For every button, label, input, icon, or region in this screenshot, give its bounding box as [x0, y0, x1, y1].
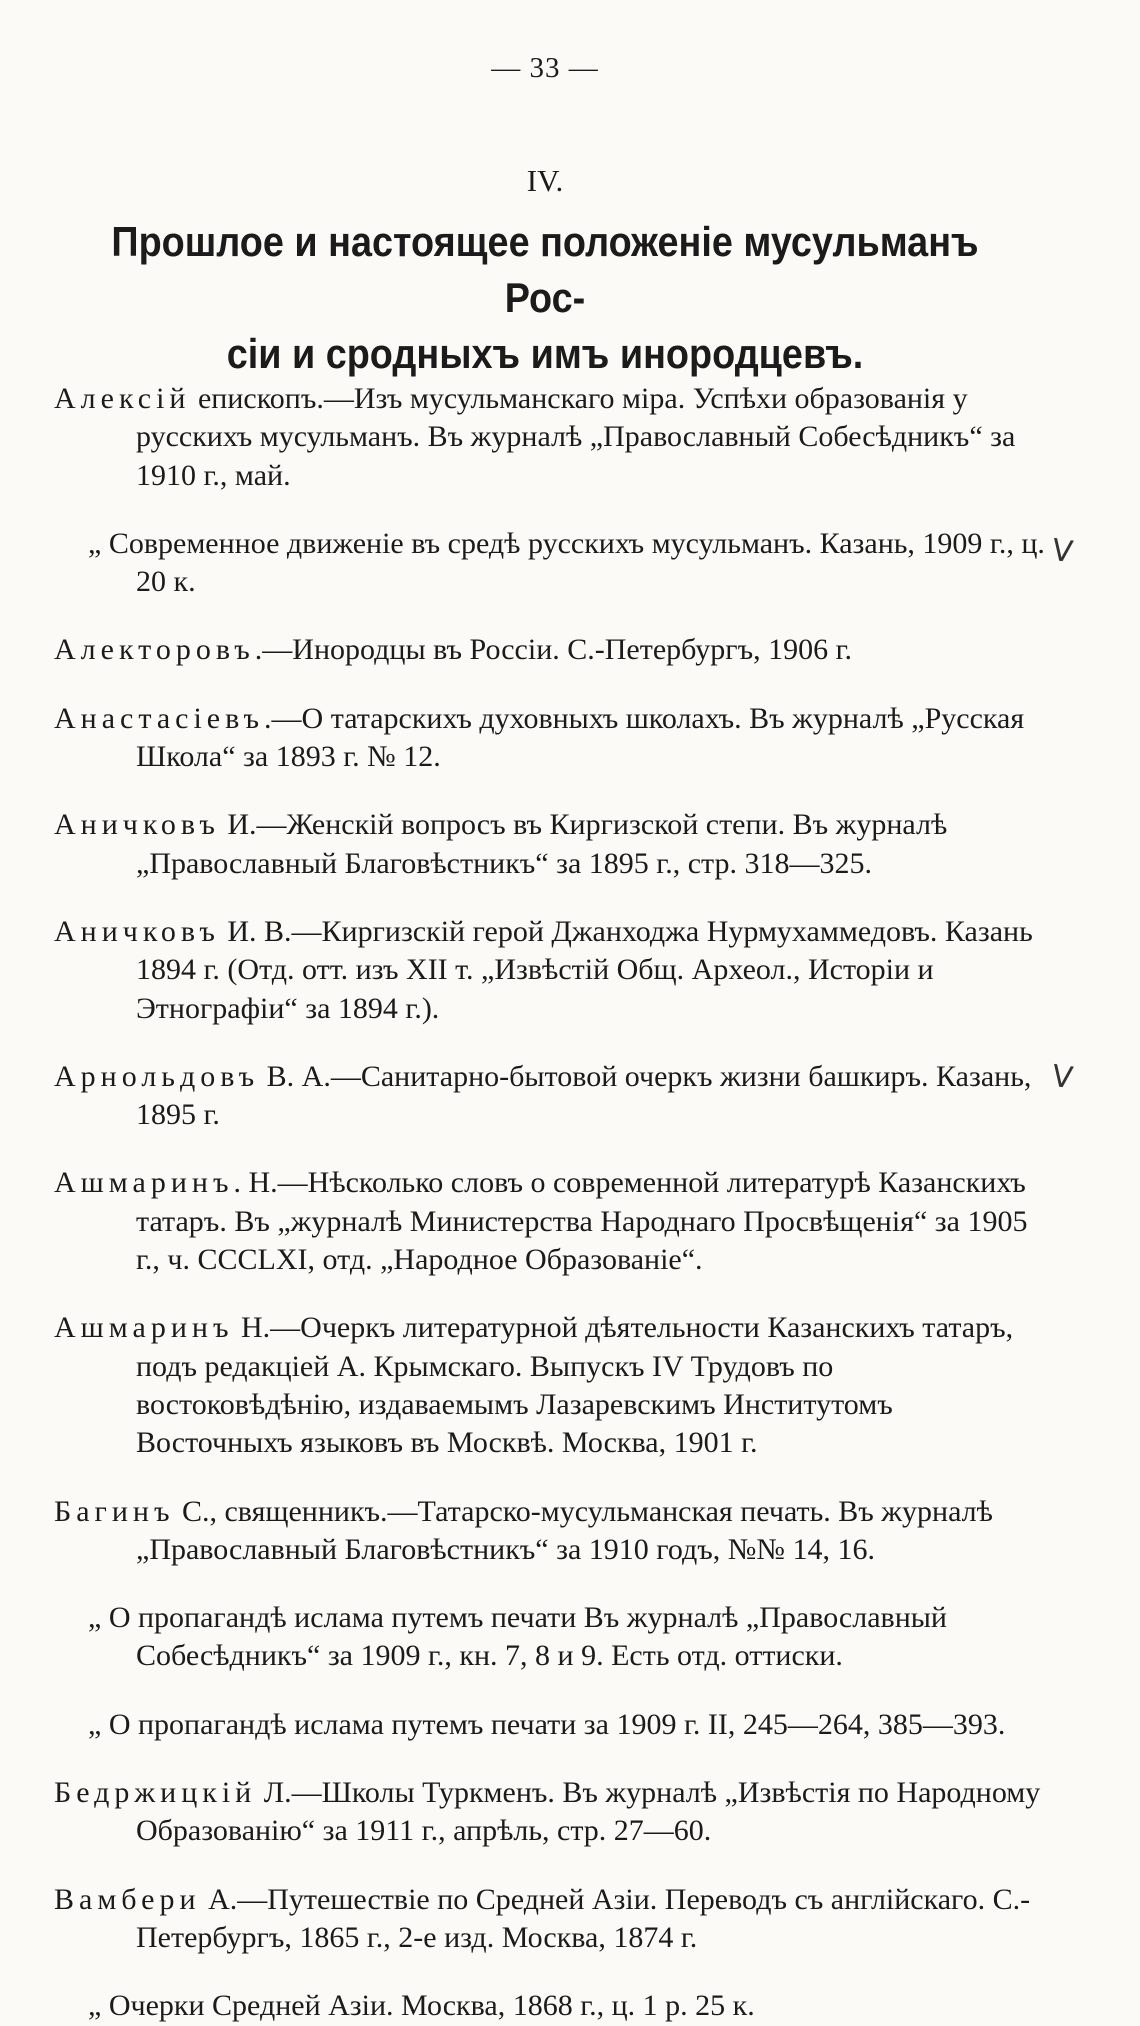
bibliography-entry	[0, 631, 1140, 669]
entry-ditto-mark: „	[88, 1989, 102, 2023]
bibliography-entry	[0, 1706, 1140, 1744]
bibliography-entry	[0, 380, 1140, 495]
entry-text: .—О татарскихъ духовныхъ школахъ. Въ журналѣ „Русская Школа“ за 1893 г. № 12.	[136, 701, 1025, 774]
entry-author: Аничковъ	[54, 808, 220, 842]
section-number: IV.	[526, 163, 564, 198]
entry-author: Багинъ	[54, 1494, 175, 1528]
entry-text: Очерки Средней Азіи. Москва, 1868 г., ц. 1 р. 25 к.	[101, 1989, 755, 2023]
entry-author: Ашмаринъ	[54, 1311, 234, 1345]
bibliography-entry	[0, 806, 1140, 883]
bibliography-entry	[0, 525, 1140, 602]
entry-text: . Н.—Нѣсколько словъ о современной литературѣ Казанскихъ татаръ. Въ „журналѣ Министерства Народнаго Просвѣщенія“ за 1905 г., ч. СССLXI, отд. „Народное Образованіе“.	[136, 1166, 1028, 1277]
bibliography-entry	[0, 1599, 1140, 1676]
bibliography-entry	[0, 1058, 1140, 1135]
entry-text: .—Инородцы въ Россіи. С.-Петербургъ, 1906 г.	[254, 633, 853, 667]
bibliography-entry	[0, 1164, 1140, 1279]
entry-text: Л.—Школы Туркменъ. Въ журналѣ „Извѣстія по Народному Образованію“ за 1911 г., апрѣль, стр. 27—60.	[136, 1776, 1041, 1848]
bibliography-list	[0, 350, 1140, 2026]
entry-ditto-mark: „	[88, 526, 102, 560]
entry-author: Алексій	[54, 382, 191, 415]
entry-author: Ашмаринъ	[54, 1166, 234, 1200]
entry-text: В. А.—Санитарно-бытовой очеркъ жизни башкиръ. Казань, 1895 г.	[136, 1059, 1032, 1132]
entry-ditto-mark: „	[88, 1707, 102, 1741]
entry-text: Н.—Очеркъ литературной дѣятельности Казанскихъ татаръ, подъ редакціей А. Крымскаго. Выпускъ IV Трудовъ по востоковѣдѣнію, издаваемымъ Лазаревскимъ Институтомъ Восточныхъ языковъ въ Москвѣ. Москва, 1901 г.	[136, 1311, 1014, 1460]
entry-text: О пропагандѣ ислама путемъ печати Въ журналѣ „Православный Собесѣдникъ“ за 1909 г., кн. 7, 8 и 9. Есть отд. оттиски.	[101, 1601, 947, 1673]
entry-text: И.—Женскій вопросъ въ Киргизской степи. Въ журналѣ „Православный Благовѣстникъ“ за 1895 г., стр. 318—325.	[136, 808, 948, 880]
entry-ditto-mark: „	[88, 1601, 102, 1635]
entry-text: А.—Путешествіе по Средней Азіи. Переводъ съ англійскаго. С.-Петербургъ, 1865 г., 2-е изд. Москва, 1874 г.	[136, 1882, 1031, 1954]
bibliography-entry	[0, 1309, 1140, 1462]
entry-author: Алекторовъ	[54, 633, 255, 667]
chapter-title-line-2: сіи и сродныхъ имъ инородцевъ.	[226, 330, 864, 377]
entry-author: Вамбери	[54, 1882, 201, 1916]
entry-text: О пропагандѣ ислама путемъ печати за 1909 г. II, 245—264, 385—393.	[101, 1707, 1006, 1741]
bibliography-entry	[0, 1987, 1140, 2025]
entry-author: Аничковъ	[54, 914, 220, 948]
bibliography-entry	[0, 1774, 1140, 1851]
handwritten-check-mark: V	[1049, 532, 1075, 571]
bibliography-entry	[0, 1493, 1140, 1570]
bibliography-entry	[0, 913, 1140, 1028]
entry-author: Бедржицкій	[54, 1776, 257, 1810]
page-number: — 33 —	[491, 52, 599, 84]
entry-text: С., священникъ.—Татарско-мусульманская печать. Въ журналѣ „Православный Благовѣстникъ“ за 1910 годъ, №№ 14, 16.	[136, 1494, 993, 1566]
entry-text: И. В.—Киргизскій герой Джанходжа Нурмухаммедовъ. Казань 1894 г. (Отд. отт. изъ XII т. „Извѣстій Общ. Археол., Исторіи и Этнографіи“ за 1894 г.).	[136, 914, 1033, 1025]
entry-text: епископъ.—Изъ мусульманскаго міра. Успѣхи образованія у русскихъ мусульманъ. Въ журналѣ „Православный Собесѣдникъ“ за 1910 г., май.	[136, 382, 1016, 492]
entry-text: Современное движеніе въ средѣ русскихъ мусульманъ. Казань, 1909 г., ц. 20 к.	[101, 526, 1045, 599]
entry-author: Анастасіевъ	[54, 701, 265, 735]
handwritten-check-mark: V	[1049, 1058, 1075, 1097]
bibliography-entry	[0, 700, 1140, 777]
bibliography-entry	[0, 1881, 1140, 1958]
entry-author: Арнольдовъ	[54, 1059, 260, 1093]
chapter-title-line-1: Прошлое и настоящее положеніе мусульманъ Рос-	[111, 218, 979, 321]
